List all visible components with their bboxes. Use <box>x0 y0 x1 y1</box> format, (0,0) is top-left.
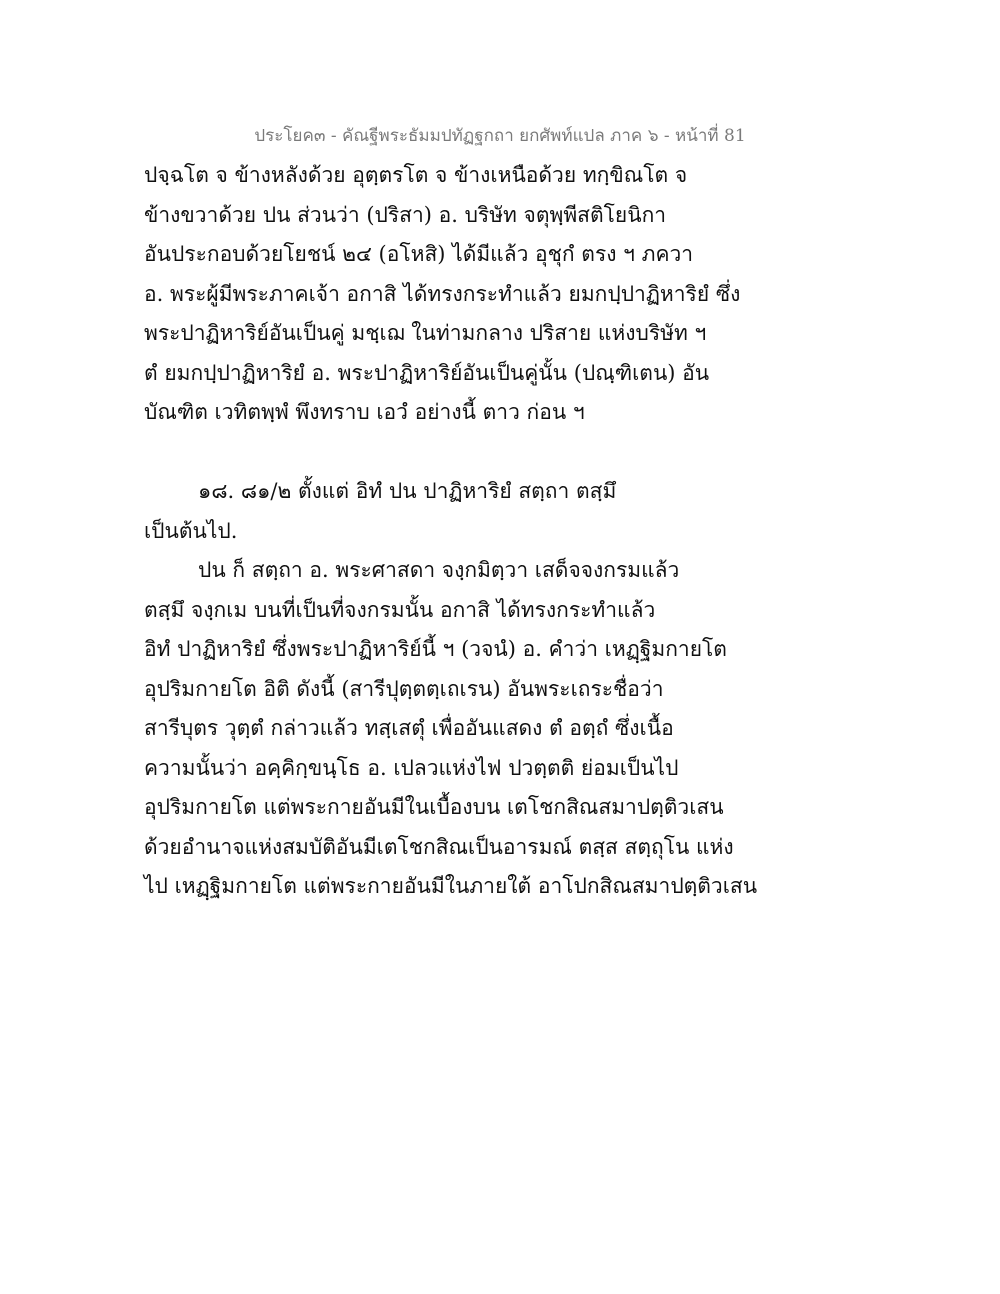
text-line: อุปริมกายโต แต่พระกายอันมีในเบื้องบน เตโชกสิณสมาปตฺติวเสน <box>144 795 724 819</box>
text-line: ตํ ยมกปฺปาฏิหาริยํ อ. พระปาฏิหาริย์อันเป็นคู่นั้น (ปณฺฑิเตน) อัน <box>144 360 710 385</box>
text-line: ตสฺมึ จงฺกเม บนที่เป็นที่จงกรมนั้น อกาสิ ได้ทรงกระทำแล้ว <box>144 597 656 622</box>
text-line: พระปาฏิหาริย์อันเป็นคู่ มชฺเฌ ในท่ามกลาง ปริสาย แห่งบริษัท ฯ <box>144 321 707 345</box>
text-line: สารีบุตร วุตฺตํ กล่าวแล้ว ทสฺเสตุํ เพื่ออันแสดง ตํ อตฺถํ ซึ่งเนื้อ <box>144 716 674 740</box>
text-line: ไป เหฏฺฐิมกายโต แต่พระกายอันมีในภายใต้ อาโปกสิณสมาปตฺติวเสน <box>144 874 758 898</box>
text-line: ปจฺฉโต จ ข้างหลังด้วย อุตฺตรโต จ ข้างเหนือด้วย ทกฺขิณโต จ <box>144 163 688 187</box>
text-line: เป็นต้นไป. <box>144 518 238 543</box>
text-line: ด้วยอำนาจแห่งสมบัติอันมีเตโชกสิณเป็นอารมณ์ ตสฺส สตฺถุโน แห่ง <box>144 834 734 859</box>
body-text <box>144 156 864 907</box>
paragraph-gap <box>144 433 864 473</box>
text-line: ความนั้นว่า อคฺคิกฺขนฺโธ อ. เปลวแห่งไฟ ปวตฺตติ ย่อมเป็นไป <box>144 755 679 780</box>
text-line: บัณฑิต เวทิตพฺพํ พึงทราบ เอวํ อย่างนี้ ตาว ก่อน ฯ <box>144 400 585 424</box>
section-heading-line: ๑๘. ๘๑/๒ ตั้งแต่ อิทํ ปน ปาฏิหาริยํ สตฺถา ตสฺมึ <box>198 479 617 503</box>
running-header: ประโยค๓ - คัณฐีพระธัมมปทัฏฐกถา ยกศัพท์แปล ภาค ๖ - หน้าที่ 81 <box>254 126 746 146</box>
text-line: อันประกอบด้วยโยชน์ ๒๔ (อโหสิ) ได้มีแล้ว อุชุกํ ตรง ฯ ภควา <box>144 242 694 266</box>
text-line: อิทํ ปาฏิหาริยํ ซึ่งพระปาฏิหาริย์นี้ ฯ (วจนํ) อ. คำว่า เหฏฺฐิมกายโต <box>144 637 727 661</box>
text-line: อุปริมกายโต อิติ ดังนี้ (สารีปุตฺตตฺเถเรน) อันพระเถระชื่อว่า <box>144 676 664 701</box>
text-line: ปน ก็ สตฺถา อ. พระศาสดา จงฺกมิตฺวา เสด็จจงกรมแล้ว <box>198 558 680 582</box>
text-line: ข้างขวาด้วย ปน ส่วนว่า (ปริสา) อ. บริษัท จตุพฺพีสติโยนิกา <box>144 202 667 227</box>
text-line: อ. พระผู้มีพระภาคเจ้า อกาสิ ได้ทรงกระทำแล้ว ยมกปฺปาฏิหาริยํ ซึ่ง <box>144 281 741 306</box>
